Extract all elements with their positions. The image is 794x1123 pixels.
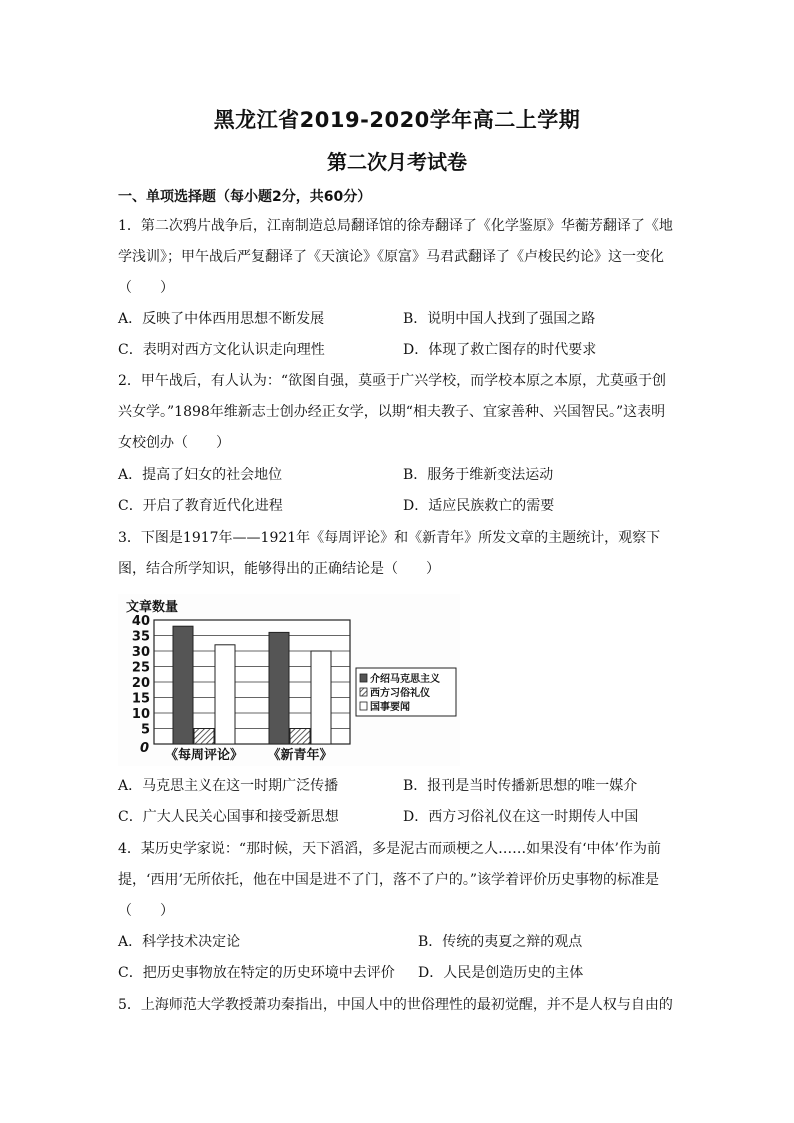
question-1-stem: 1．第二次鸦片战争后，江南制造总局翻译馆的徐寿翻译了《化学鉴原》华蘅芳翻译了《地学浅训》；甲午战后严复翻译了《天演论》《原富》马君武翻译了《卢梭民约论》这一变化（ ） xyxy=(118,218,673,296)
question-2-stem: 2．甲午战后，有人认为：“欲图自强，莫亟于广兴学校，而学校本原之本原，尤莫亟于创兴女学。”1898年维新志士创办经正女学，以期“相夫教子、宜家善种、兴国智民。”这表明女校创办（ ） xyxy=(118,373,667,451)
article-topic-chart xyxy=(118,594,460,766)
question-1-options xyxy=(118,304,678,366)
legend-label: 国事要闻 xyxy=(370,702,410,713)
section-heading: 一、单项选择题（每小题2分，共60分） xyxy=(118,189,372,205)
y-tick-label: 5 xyxy=(140,722,150,738)
q2-option-c[interactable]: C．开启了教育近代化进程 xyxy=(118,498,283,514)
bar xyxy=(311,651,331,744)
y-tick-label: 0 xyxy=(139,741,149,756)
y-tick-label: 15 xyxy=(131,691,150,707)
exam-title: 黑龙江省2019-2020学年高二上学期 xyxy=(213,108,581,132)
q2-option-a[interactable]: A．提高了妇女的社会地位 xyxy=(118,467,283,483)
y-tick-label: 35 xyxy=(131,629,150,645)
bar xyxy=(194,729,214,745)
bar xyxy=(173,626,193,744)
bar xyxy=(269,632,289,744)
q4-option-b[interactable]: B．传统的夷夏之辩的观点 xyxy=(418,934,583,950)
legend-swatch xyxy=(360,688,367,696)
y-tick-label: 40 xyxy=(131,614,150,629)
legend-label: 介绍马克思主义 xyxy=(370,674,440,685)
legend-label: 西方习俗礼仪 xyxy=(370,688,430,699)
question-2-options xyxy=(118,460,678,522)
q1-option-d[interactable]: D．体现了救亡图存的时代要求 xyxy=(403,342,597,358)
q3-option-a[interactable]: A．马克思主义在这一时期广泛传播 xyxy=(118,778,339,794)
question-5-stem: 5．上海师范大学教授萧功秦指出，中国人中的世俗理性的最初觉醒，并不是人权与自由的 xyxy=(118,997,673,1013)
q3-option-c[interactable]: C．广大人民关心国事和接受新思想 xyxy=(118,809,339,825)
category-label: 《每周评论》 xyxy=(164,748,244,763)
q4-option-c[interactable]: C．把历史事物放在特定的历史环境中去评价 xyxy=(118,965,395,981)
legend-swatch xyxy=(360,702,367,710)
category-label: 《新青年》 xyxy=(267,748,333,763)
bar-chart-svg xyxy=(118,594,460,766)
question-4-options xyxy=(118,927,678,989)
q3-option-d[interactable]: D．西方习俗礼仪在这一时期传人中国 xyxy=(403,809,639,825)
q2-option-d[interactable]: D．适应民族救亡的需要 xyxy=(403,498,555,514)
exam-subtitle: 第二次月考试卷 xyxy=(327,150,467,174)
y-axis-label: 文章数量 xyxy=(126,600,179,615)
q1-option-a[interactable]: A．反映了中体西用思想不断发展 xyxy=(118,311,325,327)
q1-option-c[interactable]: C．表明对西方文化认识走向理性 xyxy=(118,342,325,358)
q3-option-b[interactable]: B．报刊是当时传播新思想的唯一媒介 xyxy=(403,778,638,794)
q4-option-a[interactable]: A．科学技术决定论 xyxy=(118,934,241,950)
y-tick-label: 20 xyxy=(131,676,150,691)
question-4-stem: 4．某历史学家说：“那时候，天下滔滔，多是泥古而顽梗之人……如果没有‘中体’作为前提，‘西用’无所依托，他在中国是进不了门，落不了户的。”该学着评价历史事物的标准是（ ） xyxy=(118,841,661,919)
question-3-stem: 3．下图是1917年——1921年《每周评论》和《新青年》所发文章的主题统计，观察下图，结合所学知识，能够得出的正确结论是（ ） xyxy=(118,530,661,577)
question-3-options xyxy=(118,771,678,833)
y-tick-label: 25 xyxy=(131,660,150,676)
legend-swatch xyxy=(360,674,367,682)
y-tick-label: 30 xyxy=(131,645,150,660)
y-tick-label: 10 xyxy=(131,707,150,722)
q4-option-d[interactable]: D．人民是创造历史的主体 xyxy=(418,965,584,981)
q1-option-b[interactable]: B．说明中国人找到了强国之路 xyxy=(403,311,596,327)
bar xyxy=(290,729,310,745)
q2-option-b[interactable]: B．服务于维新变法运动 xyxy=(403,467,554,483)
bar xyxy=(215,645,235,744)
